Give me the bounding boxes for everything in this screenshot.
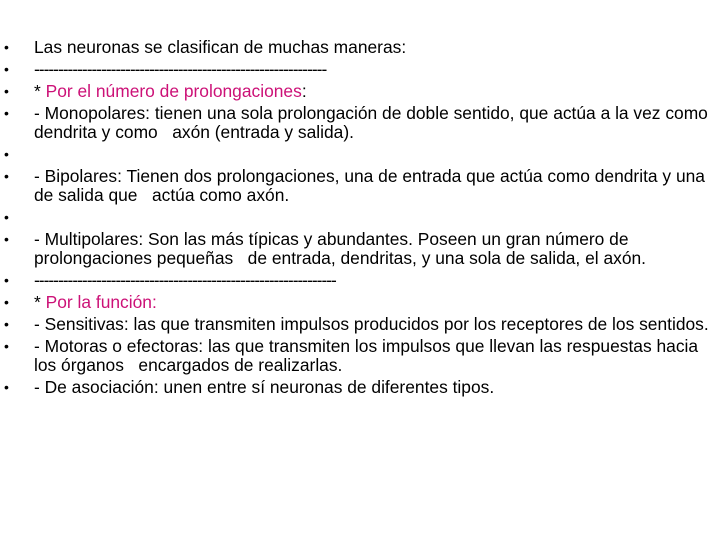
bullet-dot: • (4, 39, 9, 55)
bullet-dot: • (4, 105, 9, 121)
bullet-dot: • (4, 379, 9, 395)
bullet-dot: • (4, 338, 9, 354)
list-item (0, 230, 716, 268)
list-item-empty (0, 208, 716, 227)
list-item (0, 38, 716, 57)
list-item-empty (0, 145, 716, 164)
item-prefix: * (34, 81, 46, 101)
bullet-dot: • (4, 294, 9, 310)
item-suffix: : (301, 81, 307, 101)
list-item (0, 315, 716, 334)
separator-line: ------------------------------------------------------------- (34, 59, 327, 79)
item-prefix: * (34, 292, 46, 312)
bullet-dot: • (4, 272, 9, 288)
bullet-dot: • (4, 146, 9, 162)
list-item (0, 167, 716, 205)
list-item (0, 60, 716, 79)
bullet-list (0, 38, 716, 400)
bullet-dot: • (4, 316, 9, 332)
list-item (0, 104, 716, 142)
bullet-dot: • (4, 61, 9, 77)
item-text: - Bipolares: Tienen dos prolongaciones, una de entrada que actúa como dendrita y una de salida que actúa como axón. (34, 166, 710, 205)
bullet-dot: • (4, 83, 9, 99)
list-item (0, 337, 716, 375)
item-text: - De asociación: unen entre sí neuronas de diferentes tipos. (34, 377, 495, 397)
section-heading: Por el número de prolongaciones (45, 81, 302, 101)
item-text: - Sensitivas: las que transmiten impulsos producidos por los receptores de los sentidos. (34, 314, 709, 334)
item-text: Las neuronas se clasifican de muchas maneras: (34, 37, 407, 57)
list-item (0, 293, 716, 312)
bullet-dot: • (4, 168, 9, 184)
separator-line: --------------------------------------------------------------- (34, 270, 336, 290)
list-item (0, 271, 716, 290)
item-text: - Multipolares: Son las más típicas y abundantes. Poseen un gran número de prolongaciones pequeñas de entrada, dendritas, y una sola de salida, el axón. (34, 229, 647, 268)
item-text: - Monopolares: tienen una sola prolongación de doble sentido, que actúa a la vez como dendrita y como axón (entrada y salida). (34, 103, 713, 142)
item-text: - Motoras o efectoras: las que transmiten los impulsos que llevan las respuestas hacia los órganos encargados de realizarlas. (34, 336, 703, 375)
list-item (0, 378, 716, 397)
section-heading: Por la función: (45, 292, 157, 312)
bullet-dot: • (4, 231, 9, 247)
bullet-dot: • (4, 209, 9, 225)
list-item (0, 82, 716, 101)
